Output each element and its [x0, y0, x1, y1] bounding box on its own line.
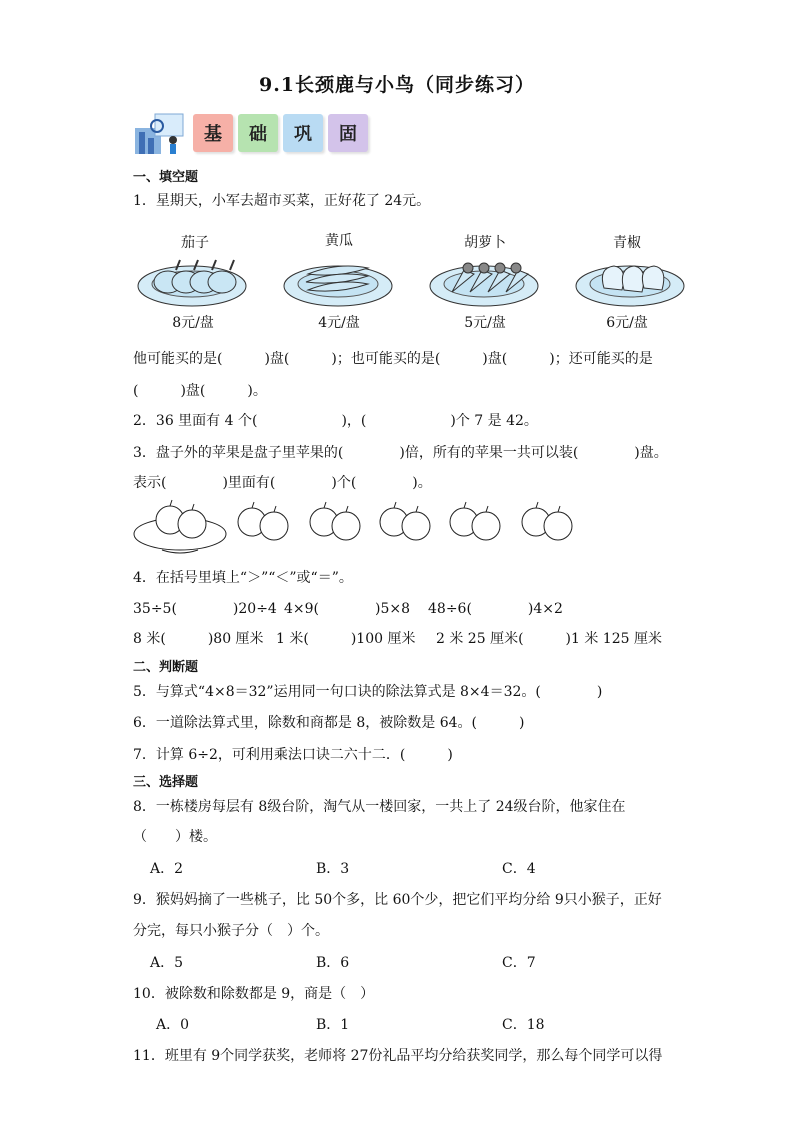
- question-8-option-b: B．3: [316, 861, 350, 877]
- item-label-cucumber: 黄瓜: [325, 233, 353, 249]
- question-4-item-2: 4×9( )5×8: [284, 601, 411, 617]
- page-title: 9.1长颈鹿与小鸟（同步练习）: [258, 74, 536, 96]
- question-6-text: 6．一道除法算式里，除数和商都是 8，被除数是 64。( ): [133, 715, 525, 731]
- banner-tile-3: 巩: [283, 114, 323, 152]
- item-label-pepper: 青椒: [613, 235, 641, 251]
- plate-eggplant-icon: [138, 260, 246, 306]
- apple-pair-2-icon: [310, 502, 360, 540]
- question-4-item-3: 48÷6( )4×2: [428, 601, 563, 617]
- section-banner: [133, 108, 373, 156]
- banner-tile-1: 基: [193, 114, 233, 152]
- question-9-line-2: 分完，每只小猴子分（ ）个。: [133, 923, 329, 939]
- question-10-option-a: A．0: [156, 1017, 190, 1033]
- question-10-option-b: B．1: [316, 1017, 350, 1033]
- banner-tile-4: 固: [328, 114, 368, 152]
- question-3-line-1: 3．盘子外的苹果是盘子里苹果的( )倍，所有的苹果一共可以装( )盘。: [133, 445, 668, 461]
- question-7-text: 7．计算 6÷2，可利用乘法口诀二六十二．( ): [133, 747, 453, 763]
- question-4-item-1: 35÷5( )20÷4: [133, 601, 277, 617]
- item-price-carrot: 5元/盘: [464, 315, 506, 331]
- section-heading-fill-blank: 一、填空题: [133, 170, 199, 185]
- question-1-blank-line-1: 他可能买的是( )盘( )；也可能买的是( )盘( )；还可能买的是: [133, 351, 653, 367]
- apple-pair-4-icon: [450, 502, 500, 540]
- question-4-text: 4．在括号里填上“＞”“＜”或“＝”。: [133, 570, 353, 586]
- item-label-eggplant: 茄子: [181, 235, 209, 251]
- item-price-pepper: 6元/盘: [606, 315, 648, 331]
- apple-plate-icon: [134, 500, 226, 553]
- question-4-item-6: 2 米 25 厘米( )1 米 125 厘米: [436, 631, 662, 647]
- plate-cucumber-icon: [284, 266, 392, 306]
- question-9-line-1: 9．猴妈妈摘了一些桃子，比 50个多，比 60个少，把它们平均分给 9只小猴子，正好: [133, 892, 662, 908]
- vegetable-plates-illustration: [132, 252, 692, 312]
- plate-carrot-icon: [430, 263, 538, 306]
- question-8-line-1: 8．一栋楼房每层有 8级台阶，淘气从一楼回家，一共上了 24级台阶，他家住在: [133, 799, 626, 815]
- question-8-option-c: C．4: [502, 861, 536, 877]
- question-1-text: 1．星期天，小军去超市买菜，正好花了 24元。: [133, 193, 431, 209]
- apples-illustration: [132, 498, 592, 556]
- question-8-line-2: （ ）楼。: [133, 829, 217, 845]
- question-1-blank-line-2: ( )盘( )。: [133, 383, 267, 399]
- item-price-eggplant: 8元/盘: [172, 315, 214, 331]
- question-9-option-a: A．5: [150, 955, 184, 971]
- question-10-option-c: C．18: [502, 1017, 545, 1033]
- section-heading-true-false: 二、判断题: [133, 660, 199, 675]
- question-8-option-a: A．2: [150, 861, 184, 877]
- question-2-text: 2．36 里面有 4 个( )，( )个 7 是 42。: [133, 413, 538, 429]
- section-heading-multiple-choice: 三、选择题: [133, 775, 199, 790]
- student-board-icon: [133, 108, 189, 156]
- question-9-option-b: B．6: [316, 955, 350, 971]
- apple-pair-1-icon: [238, 502, 288, 540]
- apple-pair-3-icon: [380, 502, 430, 540]
- question-5-text: 5．与算式“4×8＝32”运用同一句口诀的除法算式是 8×4＝32。( ): [133, 684, 603, 700]
- banner-tile-2: 础: [238, 114, 278, 152]
- question-4-item-5: 1 米( )100 厘米: [276, 631, 416, 647]
- question-4-item-4: 8 米( )80 厘米: [133, 631, 264, 647]
- item-label-carrot: 胡萝卜: [464, 235, 506, 251]
- question-11-text: 11．班里有 9个同学获奖，老师将 27份礼品平均分给获奖同学，那么每个同学可以得: [133, 1048, 663, 1064]
- question-3-line-2: 表示( )里面有( )个( )。: [133, 475, 432, 491]
- item-price-cucumber: 4元/盘: [318, 315, 360, 331]
- plate-pepper-icon: [576, 266, 684, 306]
- apple-pair-5-icon: [522, 502, 572, 540]
- question-9-option-c: C．7: [502, 955, 536, 971]
- question-10-text: 10．被除数和除数都是 9，商是（ ）: [133, 986, 375, 1002]
